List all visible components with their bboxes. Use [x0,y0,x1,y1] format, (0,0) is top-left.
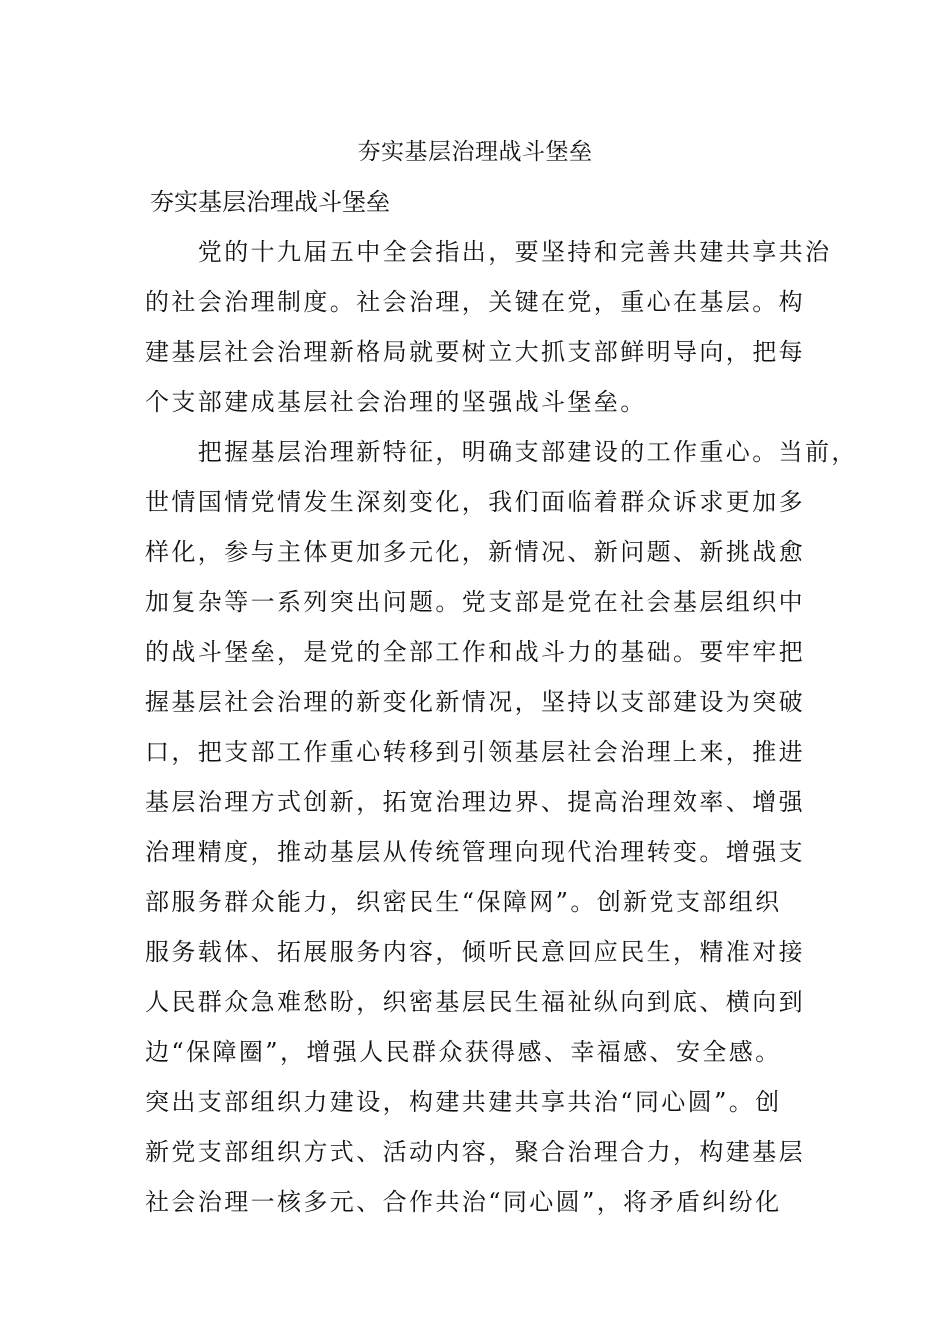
body-line: 的战斗堡垒，是党的全部工作和战斗力的基础。要牢牢把 [145,638,805,666]
body-line: 部服务群众能力，织密民生“保障网”。创新党支部组织 [145,888,782,916]
body-line: 党的十九届五中全会指出，要坚持和完善共建共享共治 [145,238,832,266]
body-line: 个支部建成基层社会治理的坚强战斗堡垒。 [145,388,647,416]
body-line: 基层治理方式创新，拓宽治理边界、提高治理效率、增强 [145,788,805,816]
document-subtitle: 夯实基层治理战斗堡垒 [150,188,390,216]
body-line: 人民群众急难愁盼，织密基层民生福祉纵向到底、横向到 [145,988,805,1016]
body-line: 边“保障圈”，增强人民群众获得感、幸福感、安全感。 [145,1038,782,1066]
body-line: 服务载体、拓展服务内容，倾听民意回应民生，精准对接 [145,938,805,966]
body-line: 突出支部组织力建设，构建共建共享共治“同心圆”。创 [145,1088,782,1116]
body-line: 握基层社会治理的新变化新情况，坚持以支部建设为突破 [145,688,805,716]
body-line: 社会治理一核多元、合作共治“同心圆”，将矛盾纠纷化 [145,1188,782,1216]
body-line: 的社会治理制度。社会治理，关键在党，重心在基层。构 [145,288,805,316]
body-line: 治理精度，推动基层从传统管理向现代治理转变。增强支 [145,838,805,866]
body-line: 世情国情党情发生深刻变化，我们面临着群众诉求更加多 [145,488,805,516]
body-line: 口，把支部工作重心转移到引领基层社会治理上来，推进 [145,738,805,766]
body-line: 建基层社会治理新格局就要树立大抓支部鲜明导向，把每 [145,338,805,366]
document-title: 夯实基层治理战斗堡垒 [357,139,593,165]
body-line: 加复杂等一系列突出问题。党支部是党在社会基层组织中 [145,588,805,616]
body-line: 新党支部组织方式、活动内容，聚合治理合力，构建基层 [145,1138,805,1166]
body-line: 把握基层治理新特征，明确支部建设的工作重心。当前， [145,438,858,466]
body-line: 样化，参与主体更加多元化，新情况、新问题、新挑战愈 [145,538,805,566]
